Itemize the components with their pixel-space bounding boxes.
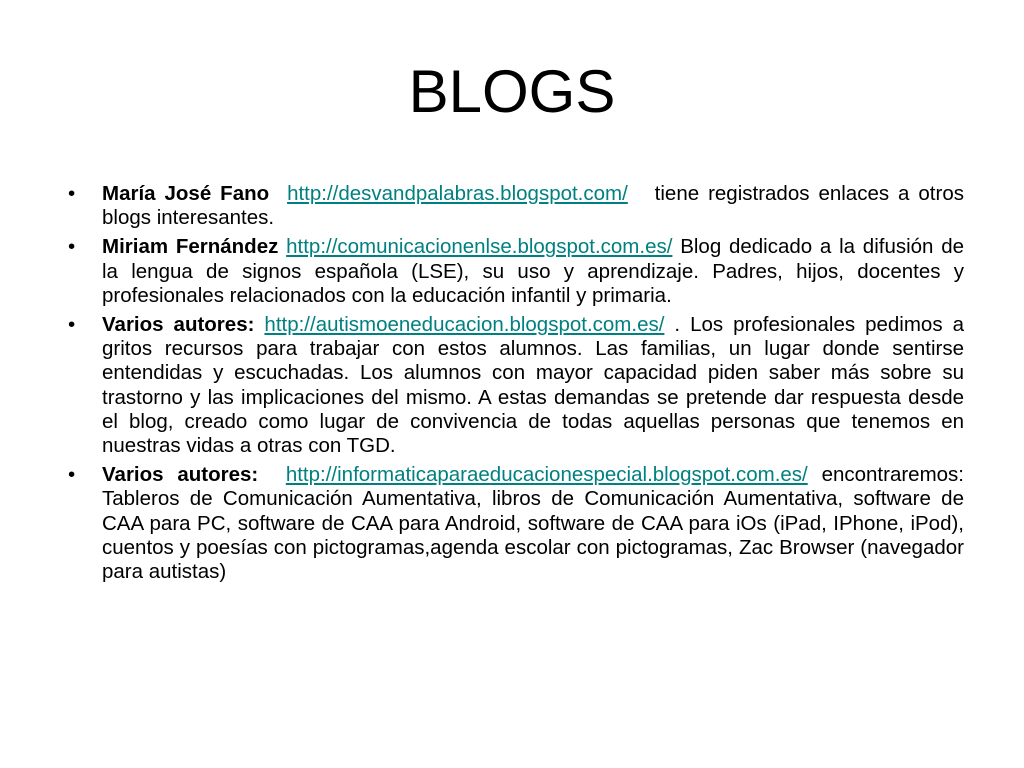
blog-link[interactable]: http://comunicacionenlse.blogspot.com.es/ (286, 235, 673, 259)
author-name: Varios autores: (102, 313, 255, 337)
item-description: Blog dedicado a la difusión de la lengua de signos española (LSE), su uso y aprendizaje. Padres, hijos, docentes y profesionales relacionados con la educación infantil y primaria. (102, 235, 965, 307)
list-item (68, 313, 964, 458)
blog-link[interactable]: http://autismoeneducacion.blogspot.com.es/ (264, 313, 665, 337)
bullet-icon: • (68, 182, 76, 205)
bullet-icon: • (68, 463, 76, 487)
item-description: encontraremos: Tableros de Comunicación Aumentativa, libros de Comunicación Aumentativa, software de CAA para PC, software de CAA para Android, software de CAA para iOs (iPad, IPhone, iPod), cuentos y poesías con pictogramas,agenda escolar con pictogramas, Zac Browser (navegador para autistas) (102, 463, 964, 584)
bullet-list (68, 182, 964, 589)
item-description: tiene registrados enlaces a otros blogs interesantes. (102, 182, 964, 230)
list-item (68, 235, 964, 308)
author-name: Miriam Fernández (102, 235, 279, 259)
blog-link[interactable]: http://desvandpalabras.blogspot.com/ (287, 182, 628, 205)
list-item (68, 463, 964, 584)
list-item (68, 182, 964, 230)
author-name: María José Fano (102, 182, 270, 205)
bullet-icon: • (68, 235, 76, 259)
slide-title: BLOGS (408, 58, 616, 125)
bullet-icon: • (68, 313, 76, 337)
author-name: Varios autores: (102, 463, 259, 487)
item-description: . Los profesionales pedimos a gritos recursos para trabajar con estos alumnos. Las familias, un lugar donde sentirse entendidas y escuchadas. Los alumnos con mayor capacidad piden saber más sobre su trastorno y las implicaciones del mismo. A estas demandas se pretende dar respuesta desde el blog, creado como lugar de convivencia de todas aquellas personas que tenemos en nuestras vidas a otras con TGD. (102, 313, 964, 458)
blog-link[interactable]: http://informaticaparaeducacionespecial.blogspot.com.es/ (285, 463, 808, 487)
